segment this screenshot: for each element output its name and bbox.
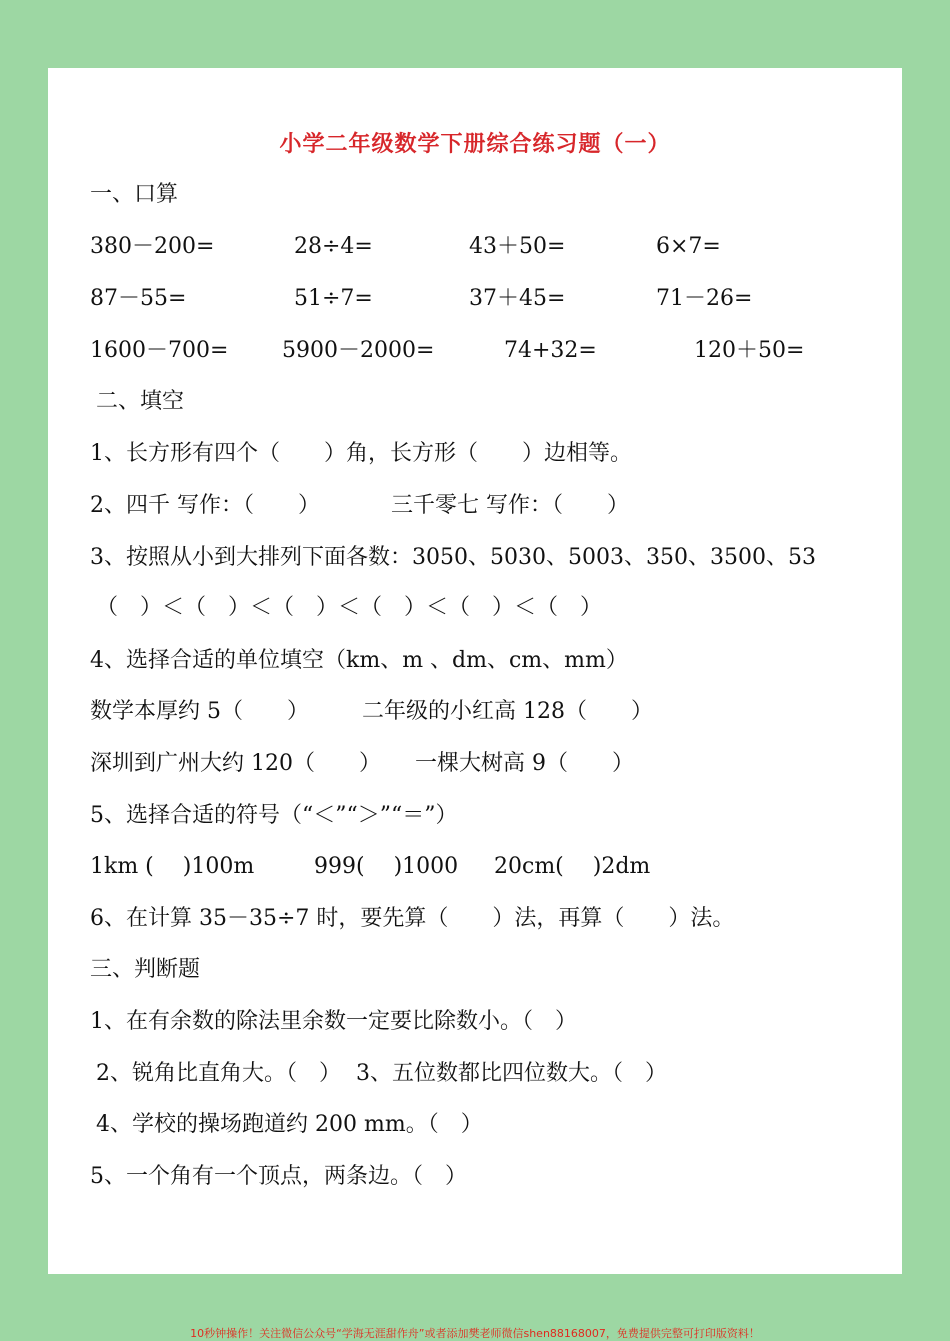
judge-question-2: 2、锐角比直角大。（ ）	[96, 1061, 341, 1086]
fill-question-4d: 一棵大树高 9（ ）	[415, 751, 634, 776]
judge-question-3: 3、五位数都比四位数大。（ ）	[356, 1061, 667, 1086]
oral-item: 120＋50=	[694, 338, 805, 363]
fill-question-4b: 二年级的小红高 128（ ）	[362, 699, 653, 724]
fill-question-2a: 2、四千 写作：（ ）	[90, 493, 320, 518]
fill-question-5c: 20cm( )2dm	[494, 854, 651, 879]
fill-question-1: 1、长方形有四个（ ）角，长方形（ ）边相等。	[90, 441, 632, 466]
fill-question-4: 4、选择合适的单位填空（km、m 、dm、cm、mm）	[90, 648, 628, 673]
page-title: 小学二年级数学下册综合练习题（一）	[279, 131, 671, 157]
oral-item: 37＋45=	[469, 286, 566, 311]
footer-notice: 10秒钟操作！关注微信公众号“学海无涯甜作舟”或者添加樊老师微信shen88168007，免费提供完整可打印版资料！	[190, 1327, 760, 1340]
section-heading-fill: 二、填空	[96, 389, 185, 414]
fill-question-4a: 数学本厚约 5（ ）	[90, 699, 309, 724]
fill-question-6: 6、在计算 35－35÷7 时，要先算（ ）法，再算（ ）法。	[90, 906, 735, 931]
oral-item: 87－55=	[90, 286, 187, 311]
oral-item: 51÷7=	[294, 286, 373, 311]
fill-question-5a: 1km ( )100m	[90, 854, 255, 879]
oral-item: 6×7=	[656, 234, 721, 259]
section-heading-judge: 三、判断题	[90, 957, 201, 982]
oral-item: 43＋50=	[469, 234, 566, 259]
judge-question-4: 4、学校的操场跑道约 200 mm。（ ）	[96, 1112, 483, 1137]
fill-question-5b: 999( )1000	[314, 854, 459, 879]
oral-item: 74+32=	[504, 338, 597, 363]
judge-question-5: 5、一个角有一个顶点，两条边。（ ）	[90, 1164, 467, 1189]
oral-item: 28÷4=	[294, 234, 373, 259]
worksheet-page	[48, 68, 902, 1274]
fill-question-4c: 深圳到广州大约 120（ ）	[90, 751, 381, 776]
oral-item: 380－200=	[90, 234, 215, 259]
oral-item: 1600－700=	[90, 338, 229, 363]
fill-question-3: 3、按照从小到大排列下面各数：3050、5030、5003、350、3500、53	[90, 545, 816, 570]
oral-item: 71－26=	[656, 286, 753, 311]
judge-question-1: 1、在有余数的除法里余数一定要比除数小。（ ）	[90, 1009, 577, 1034]
fill-question-2b: 三千零七 写作：（ ）	[391, 493, 629, 518]
section-heading-oral: 一、口算	[90, 182, 179, 207]
fill-question-3-blanks: （ ）＜（ ）＜（ ）＜（ ）＜（ ）＜（ ）	[96, 595, 603, 620]
fill-question-5: 5、选择合适的符号（“＜”“＞”“＝”）	[90, 803, 458, 828]
oral-item: 5900－2000=	[282, 338, 435, 363]
